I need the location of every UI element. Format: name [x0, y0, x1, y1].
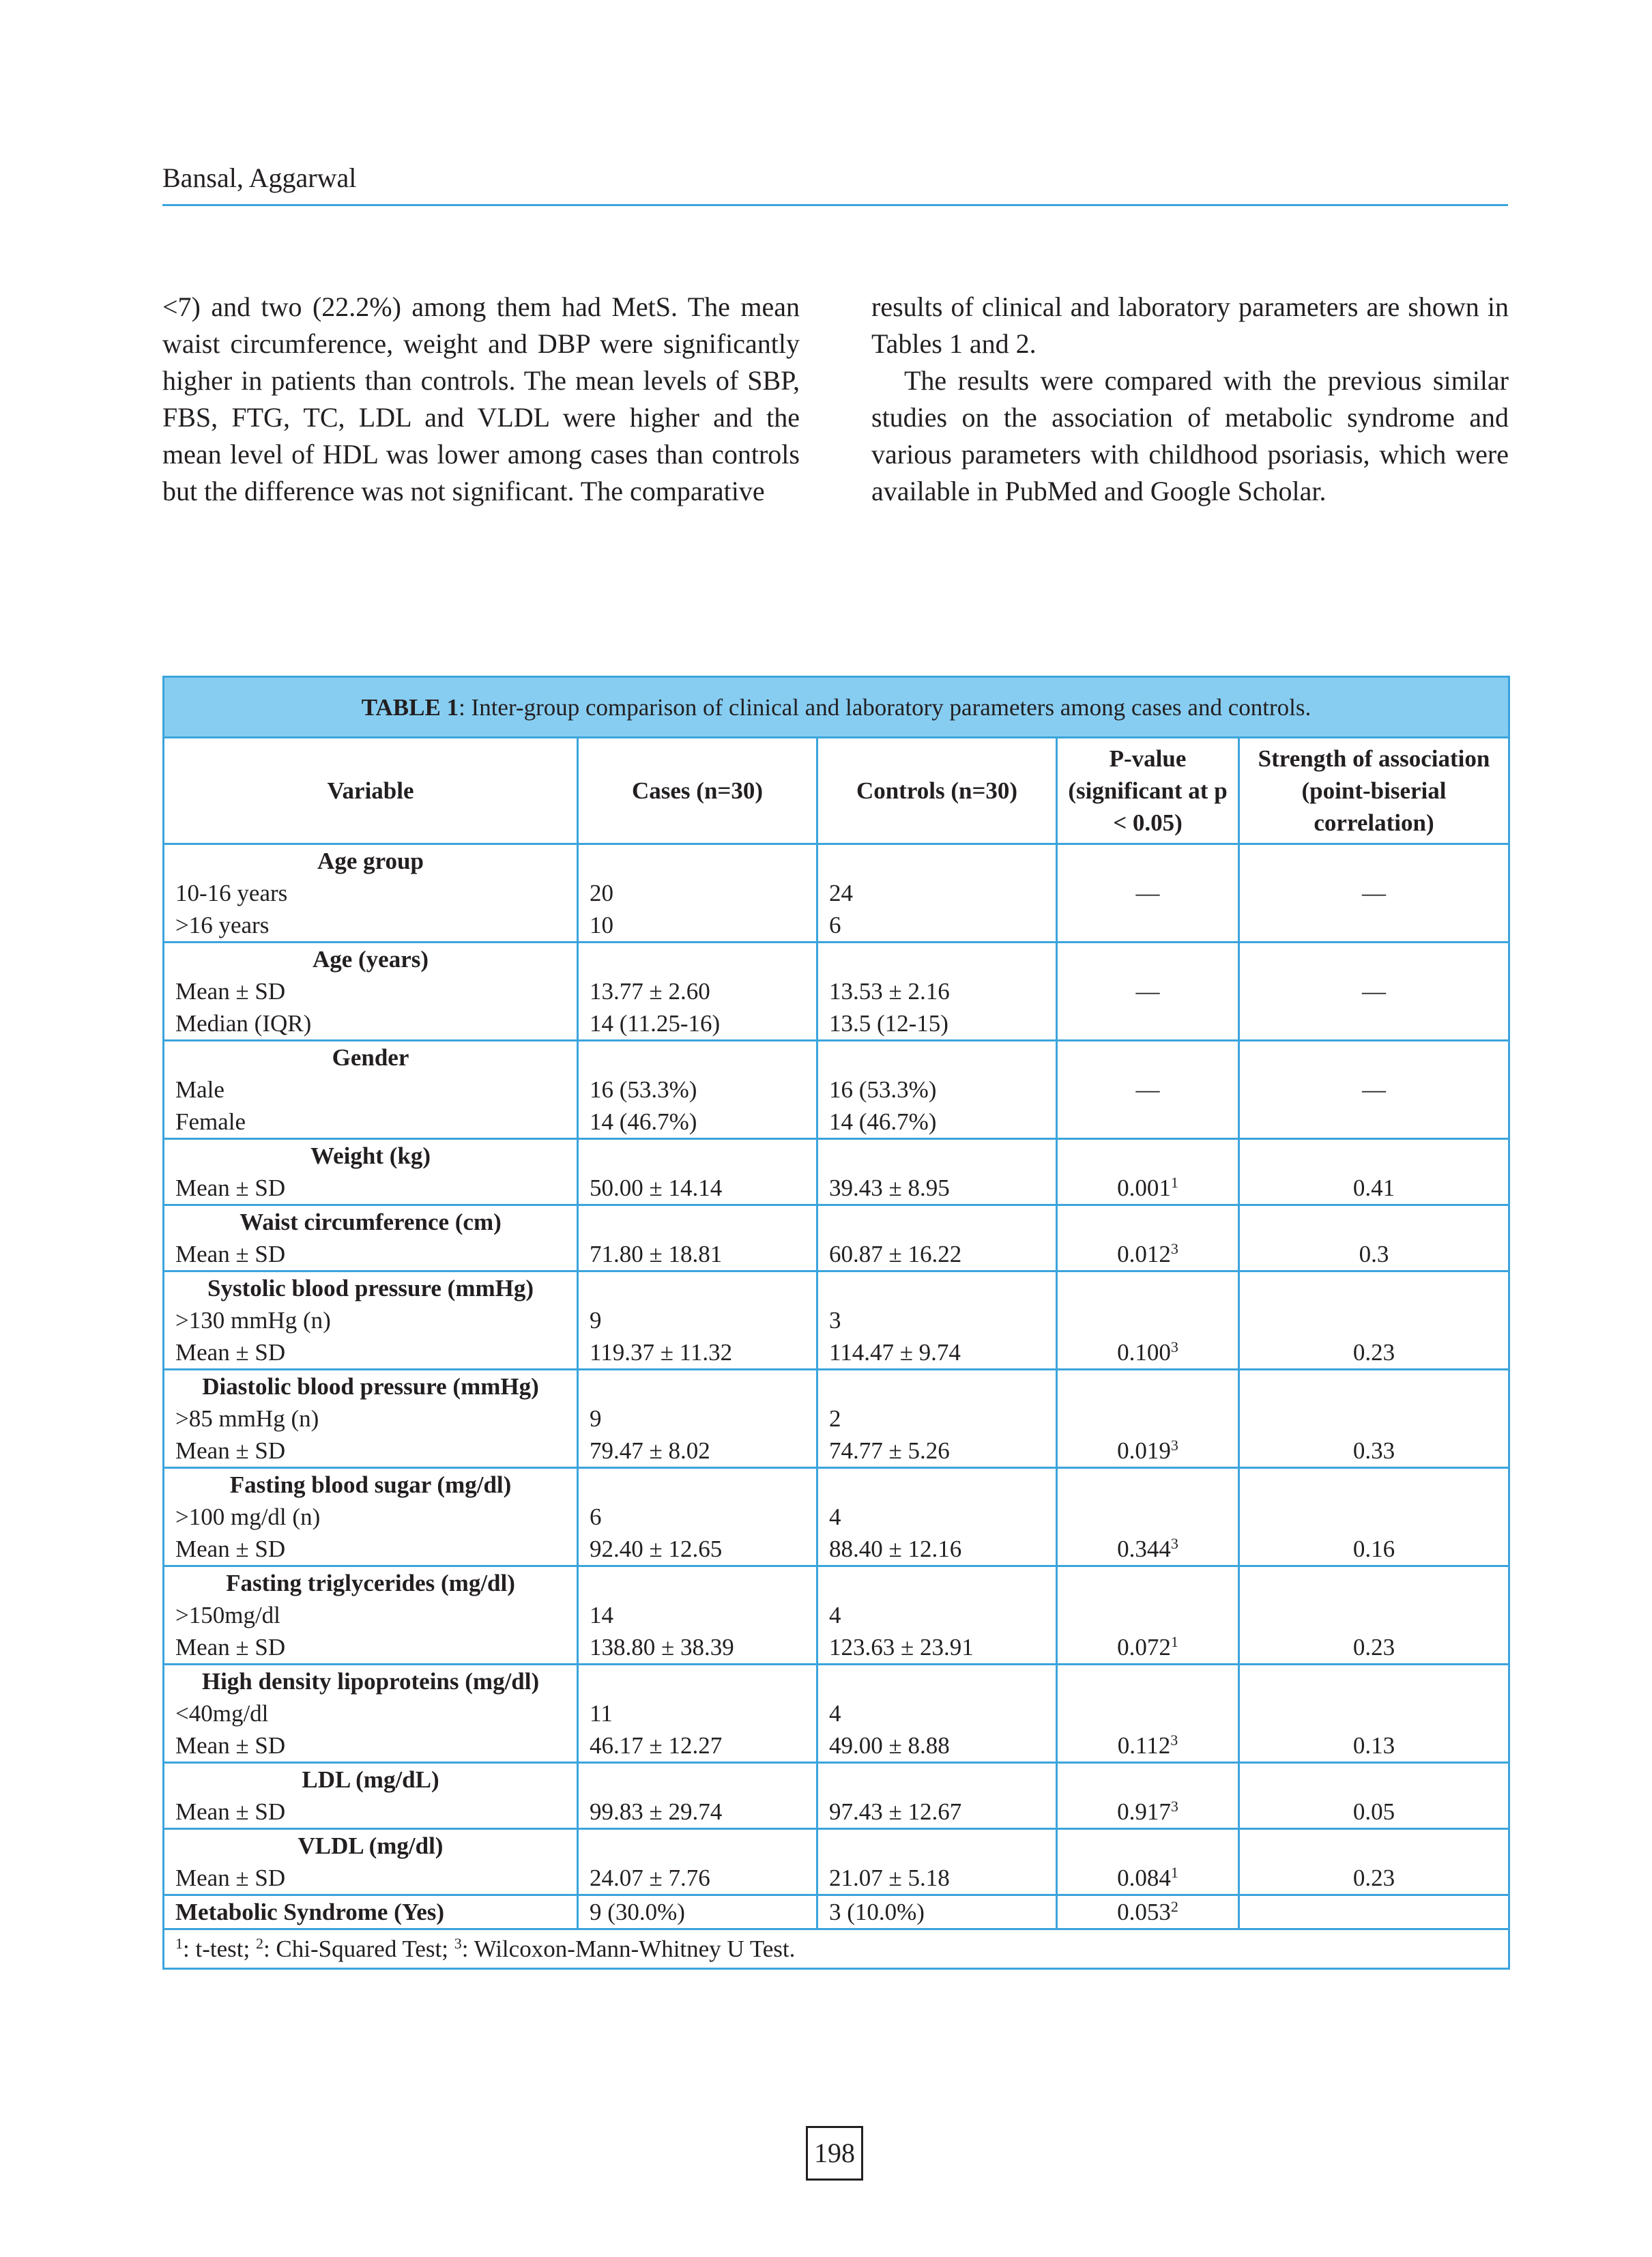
spacer: [1251, 1697, 1497, 1729]
group-title: Diastolic blood pressure (mmHg): [202, 1373, 539, 1400]
cases-cell: [578, 1763, 817, 1829]
cases-value: 92.40 ± 12.65: [590, 1536, 723, 1562]
spacer: [1251, 1599, 1497, 1631]
spacer: [1251, 1272, 1497, 1304]
table-row: [164, 1139, 1509, 1205]
p-value: [1069, 1172, 1227, 1204]
spacer: [1251, 943, 1497, 975]
spacer: [829, 1206, 1045, 1238]
group-title: Gender: [332, 1044, 409, 1071]
p-value-number: 0.344: [1117, 1536, 1171, 1562]
controls-value: 4: [829, 1504, 841, 1530]
variable-cell: [164, 1139, 578, 1205]
p-value-number: 0.001: [1117, 1175, 1171, 1201]
table-row: [164, 1829, 1509, 1895]
spacer: [590, 1041, 805, 1074]
spacer: [1069, 943, 1227, 975]
footnote-part: : Chi-Squared Test;: [263, 1936, 454, 1962]
strength-cell: [1239, 1205, 1509, 1271]
p-value-test-marker: 3: [1170, 1798, 1178, 1815]
cases-cell: [578, 1370, 817, 1468]
controls-cell: [817, 1566, 1057, 1665]
spacer: [1251, 1041, 1497, 1074]
p-value-cell: [1057, 1041, 1239, 1139]
p-value-cell: [1057, 844, 1239, 943]
row-label: >150mg/dl: [175, 1602, 280, 1628]
spacer: [829, 1140, 1045, 1172]
strength-value: 0.3: [1359, 1241, 1389, 1267]
strength-cell: [1239, 844, 1509, 943]
left-column: [162, 289, 800, 510]
group-title: Weight (kg): [310, 1142, 431, 1169]
cases-value: 14 (11.25-16): [590, 1010, 721, 1037]
table-caption: [164, 677, 1509, 738]
footnote-part: 1: [175, 1935, 183, 1952]
cases-value: 11: [590, 1700, 613, 1727]
variable-cell: [164, 943, 578, 1041]
spacer: [590, 1764, 805, 1796]
spacer: [829, 943, 1045, 975]
controls-value: 6: [829, 912, 841, 938]
p-value-cell: [1057, 1566, 1239, 1665]
table-1: [162, 676, 1508, 1970]
spacer: [1251, 1206, 1497, 1238]
spacer: [829, 1272, 1045, 1304]
strength-cell: [1239, 1665, 1509, 1763]
cases-value: 20: [590, 880, 613, 906]
p-value: [1069, 975, 1227, 1007]
cases-cell: [578, 1139, 817, 1205]
p-value: [1069, 1796, 1227, 1828]
table-body: [164, 844, 1509, 1969]
strength-cell: [1239, 1468, 1509, 1566]
row-label: Mean ± SD: [175, 978, 286, 1005]
spacer: [829, 1665, 1045, 1697]
controls-cell: [817, 1271, 1057, 1370]
variable-cell: [164, 1566, 578, 1665]
row-label: Mean ± SD: [175, 1732, 286, 1759]
controls-cell: [817, 1665, 1057, 1763]
ms-p-value: 0.053: [1117, 1899, 1171, 1925]
left-column-paragraph: <7) and two (22.2%) among them had MetS. The mean waist circumference, weight and DBP were significantly higher in patients than controls. The mean levels of SBP, FBS, FTG, TC, LDL and VLDL were higher and the mean level of HDL was lower among cases than controls but the difference was not significant. The comparative: [162, 291, 800, 506]
variable-cell: [164, 1665, 578, 1763]
controls-value: 49.00 ± 8.88: [829, 1732, 950, 1759]
spacer: [1251, 845, 1497, 877]
p-value-test-marker: 3: [1170, 1437, 1178, 1454]
p-value-test-marker: 1: [1170, 1174, 1178, 1191]
controls-value: 14 (46.7%): [829, 1108, 937, 1135]
p-value-cell: [1057, 1370, 1239, 1468]
cases-value: 99.83 ± 29.74: [590, 1798, 723, 1825]
variable-cell: [164, 1468, 578, 1566]
spacer: [1251, 1764, 1497, 1796]
p-value-number: 0.019: [1117, 1437, 1171, 1464]
footnote-part: 3: [454, 1935, 462, 1952]
cases-cell: [578, 1271, 817, 1370]
p-value-cell: [1057, 1139, 1239, 1205]
footnote-part: : t-test;: [183, 1936, 256, 1962]
strength-cell: [1239, 1139, 1509, 1205]
spacer: [590, 1830, 805, 1862]
table-row: [164, 1468, 1509, 1566]
controls-value: 39.43 ± 8.95: [829, 1175, 950, 1201]
spacer: [829, 1830, 1045, 1862]
right-column-paragraph-1: results of clinical and laboratory parameters are shown in Tables 1 and 2.: [871, 291, 1509, 359]
strength-value: 0.13: [1352, 1732, 1395, 1759]
cases-value: 24.07 ± 7.76: [590, 1865, 710, 1891]
controls-cell: [817, 1829, 1057, 1895]
strength-value: 0.41: [1352, 1175, 1395, 1201]
header-controls: Controls (n=30): [817, 738, 1057, 844]
row-label: Mean ± SD: [175, 1865, 286, 1891]
variable-cell: [164, 1370, 578, 1468]
row-label: Mean ± SD: [175, 1339, 286, 1366]
spacer: [1069, 1469, 1227, 1501]
variable-cell: [164, 1763, 578, 1829]
cases-cell: [578, 844, 817, 943]
group-title: Age (years): [312, 946, 429, 973]
ms-label: Metabolic Syndrome (Yes): [164, 1895, 578, 1929]
cases-cell: [578, 1205, 817, 1271]
right-column-paragraph-2: The results were compared with the previous similar studies on the association of metabolic syndrome and various parameters with childhood psoriasis, which were available in PubMed and Google Scholar.: [871, 365, 1509, 506]
cases-value: 71.80 ± 18.81: [590, 1241, 723, 1267]
ms-controls: 3 (10.0%): [817, 1895, 1057, 1929]
row-label: Mean ± SD: [175, 1241, 286, 1267]
header-variable: Variable: [164, 738, 578, 844]
strength-value: 0.33: [1352, 1437, 1395, 1464]
spacer: [590, 1206, 805, 1238]
row-label: >100 mg/dl (n): [175, 1504, 321, 1530]
controls-cell: [817, 1205, 1057, 1271]
p-value-cell: [1057, 943, 1239, 1041]
table-row: [164, 1271, 1509, 1370]
spacer: [1251, 1469, 1497, 1501]
spacer: [829, 1764, 1045, 1796]
row-label: Mean ± SD: [175, 1175, 286, 1201]
row-label: 10-16 years: [175, 880, 288, 906]
variable-cell: [164, 1041, 578, 1139]
row-label: Mean ± SD: [175, 1437, 286, 1464]
table-row: [164, 1665, 1509, 1763]
group-title: Fasting blood sugar (mg/dl): [229, 1471, 512, 1498]
row-label: >16 years: [175, 912, 270, 938]
header-rule: [162, 204, 1508, 206]
p-value: [1069, 1631, 1227, 1663]
strength-value: 0.23: [1352, 1339, 1395, 1366]
spacer: [1069, 1830, 1227, 1862]
p-value: [1069, 1238, 1227, 1270]
controls-value: 2: [829, 1405, 841, 1432]
controls-value: 13.53 ± 2.16: [829, 978, 950, 1005]
p-value-number: —: [1135, 880, 1160, 906]
controls-value: 16 (53.3%): [829, 1076, 937, 1103]
controls-value: 13.5 (12-15): [829, 1010, 948, 1037]
cases-value: 138.80 ± 38.39: [590, 1634, 734, 1661]
header-p-value: P-value (significant at p < 0.05): [1057, 738, 1239, 844]
cases-value: 10: [590, 912, 613, 938]
group-title: Age group: [317, 848, 424, 874]
spacer: [1251, 1403, 1497, 1435]
p-value: [1069, 1074, 1227, 1106]
spacer: [1069, 1304, 1227, 1336]
spacer: [1069, 1697, 1227, 1729]
spacer: [1069, 1041, 1227, 1074]
table-row-metabolic-syndrome: [164, 1895, 1509, 1929]
header-strength: Strength of association (point-biserial correlation): [1239, 738, 1509, 844]
spacer: [829, 1469, 1045, 1501]
controls-value: 123.63 ± 23.91: [829, 1634, 974, 1661]
p-value-test-marker: 3: [1170, 1240, 1178, 1257]
controls-value: 114.47 ± 9.74: [829, 1339, 961, 1366]
spacer: [1069, 1140, 1227, 1172]
spacer: [590, 845, 805, 877]
strength-value: —: [1362, 880, 1386, 906]
spacer: [590, 1567, 805, 1599]
spacer: [829, 1041, 1045, 1074]
p-value-number: 0.100: [1117, 1339, 1171, 1366]
cases-value: 9: [590, 1307, 602, 1334]
group-title: Fasting triglycerides (mg/dl): [226, 1570, 515, 1596]
variable-cell: [164, 844, 578, 943]
p-value-number: —: [1135, 1076, 1160, 1103]
row-label: <40mg/dl: [175, 1700, 269, 1727]
cases-cell: [578, 1665, 817, 1763]
p-value-cell: [1057, 1205, 1239, 1271]
table-caption-label: TABLE 1: [361, 693, 459, 721]
spacer: [590, 1469, 805, 1501]
group-title: High density lipoproteins (mg/dl): [201, 1668, 540, 1695]
group-title: LDL (mg/dL): [302, 1766, 439, 1793]
spacer: [1069, 1403, 1227, 1435]
row-label: Male: [175, 1076, 224, 1103]
cases-value: 14 (46.7%): [590, 1108, 697, 1135]
p-value-cell: [1057, 1468, 1239, 1566]
spacer: [590, 1272, 805, 1304]
spacer: [1069, 1501, 1227, 1533]
strength-cell: [1239, 1370, 1509, 1468]
footnote-part: : Wilcoxon-Mann-Whitney U Test.: [461, 1936, 796, 1962]
spacer: [1251, 1140, 1497, 1172]
ms-p-value-test-marker: 2: [1170, 1898, 1178, 1915]
running-head: Bansal, Aggarwal: [162, 162, 357, 193]
row-label: Mean ± SD: [175, 1634, 286, 1661]
header-cases: Cases (n=30): [578, 738, 817, 844]
controls-cell: [817, 1468, 1057, 1566]
p-value: [1069, 1336, 1227, 1368]
controls-value: 74.77 ± 5.26: [829, 1437, 950, 1464]
p-value-number: 0.112: [1117, 1732, 1171, 1759]
ms-strength: [1239, 1895, 1509, 1929]
p-value-test-marker: 3: [1170, 1535, 1178, 1552]
table-row: [164, 844, 1509, 943]
spacer: [590, 1140, 805, 1172]
table-caption-text: : Inter-group comparison of clinical and laboratory parameters among cases and controls.: [459, 693, 1312, 721]
group-title: VLDL (mg/dl): [298, 1832, 444, 1859]
controls-cell: [817, 1763, 1057, 1829]
controls-cell: [817, 1041, 1057, 1139]
table-footnote: [164, 1929, 1509, 1969]
spacer: [1251, 1567, 1497, 1599]
p-value-test-marker: 1: [1170, 1633, 1178, 1650]
spacer: [1069, 1567, 1227, 1599]
variable-cell: [164, 1271, 578, 1370]
p-value-number: 0.084: [1117, 1865, 1171, 1891]
p-value-test-marker: 3: [1170, 1338, 1178, 1355]
spacer: [829, 845, 1045, 877]
spacer: [1251, 1304, 1497, 1336]
controls-value: 97.43 ± 12.67: [829, 1798, 962, 1825]
spacer: [590, 943, 805, 975]
spacer: [1069, 1665, 1227, 1697]
spacer: [1069, 1764, 1227, 1796]
spacer: [590, 1370, 805, 1403]
spacer: [1069, 1206, 1227, 1238]
controls-value: 24: [829, 880, 853, 906]
row-label: Mean ± SD: [175, 1536, 286, 1562]
p-value-number: 0.917: [1117, 1798, 1171, 1825]
strength-value: —: [1362, 1076, 1386, 1103]
controls-value: 3: [829, 1307, 841, 1334]
row-label: Median (IQR): [175, 1010, 312, 1037]
spacer: [829, 1370, 1045, 1403]
p-value-test-marker: 1: [1170, 1864, 1178, 1881]
p-value: [1069, 877, 1227, 909]
strength-value: 0.23: [1352, 1634, 1395, 1661]
p-value: [1069, 1533, 1227, 1565]
table-row: [164, 943, 1509, 1041]
row-label: >130 mmHg (n): [175, 1307, 331, 1334]
spacer: [1251, 1370, 1497, 1403]
spacer: [829, 1567, 1045, 1599]
p-value-cell: [1057, 1829, 1239, 1895]
table-1-grid: [162, 676, 1510, 1970]
cases-value: 79.47 ± 8.02: [590, 1437, 710, 1464]
strength-value: 0.05: [1352, 1798, 1395, 1825]
table-row: [164, 1566, 1509, 1665]
spacer: [1069, 1272, 1227, 1304]
controls-value: 4: [829, 1602, 841, 1628]
cases-value: 46.17 ± 12.27: [590, 1732, 723, 1759]
p-value: [1069, 1435, 1227, 1467]
row-label: Mean ± SD: [175, 1798, 286, 1825]
p-value: [1069, 1862, 1227, 1894]
p-value-cell: [1057, 1665, 1239, 1763]
p-value-cell: [1057, 1271, 1239, 1370]
variable-cell: [164, 1829, 578, 1895]
variable-cell: [164, 1205, 578, 1271]
spacer: [1069, 845, 1227, 877]
cases-cell: [578, 943, 817, 1041]
strength-cell: [1239, 1829, 1509, 1895]
p-value-number: 0.012: [1117, 1241, 1171, 1267]
row-label: Female: [175, 1108, 246, 1135]
strength-value: 0.16: [1352, 1536, 1395, 1562]
cases-value: 119.37 ± 11.32: [590, 1339, 733, 1366]
controls-value: 88.40 ± 12.16: [829, 1536, 962, 1562]
strength-value: —: [1362, 978, 1386, 1005]
table-footnote-row: [164, 1929, 1509, 1969]
table-row: [164, 1205, 1509, 1271]
footnote-part: 2: [255, 1935, 263, 1952]
table-row: [164, 1041, 1509, 1139]
cases-value: 14: [590, 1602, 613, 1628]
group-title: Systolic blood pressure (mmHg): [207, 1275, 534, 1302]
strength-cell: [1239, 1763, 1509, 1829]
spacer: [1251, 1665, 1497, 1697]
right-column: [871, 289, 1509, 510]
p-value-number: —: [1135, 978, 1160, 1005]
cases-cell: [578, 1829, 817, 1895]
table-row: [164, 1763, 1509, 1829]
strength-value: 0.23: [1352, 1865, 1395, 1891]
ms-cases: 9 (30.0%): [578, 1895, 817, 1929]
cases-value: 50.00 ± 14.14: [590, 1175, 723, 1201]
p-value-cell: [1057, 1763, 1239, 1829]
ms-p-value-cell: [1057, 1895, 1239, 1929]
controls-value: 21.07 ± 5.18: [829, 1865, 950, 1891]
spacer: [1069, 1599, 1227, 1631]
group-title: Waist circumference (cm): [240, 1209, 502, 1235]
controls-cell: [817, 1370, 1057, 1468]
strength-cell: [1239, 1041, 1509, 1139]
p-value-test-marker: 3: [1170, 1731, 1178, 1749]
controls-value: 60.87 ± 16.22: [829, 1241, 962, 1267]
controls-value: 4: [829, 1700, 841, 1727]
controls-cell: [817, 1139, 1057, 1205]
cases-value: 6: [590, 1504, 602, 1530]
cases-cell: [578, 1566, 817, 1665]
spacer: [1069, 1370, 1227, 1403]
page-number: 198: [806, 2126, 863, 2181]
cases-value: 13.77 ± 2.60: [590, 978, 710, 1005]
spacer: [1251, 1830, 1497, 1862]
strength-cell: [1239, 1271, 1509, 1370]
controls-cell: [817, 943, 1057, 1041]
cases-cell: [578, 1468, 817, 1566]
strength-cell: [1239, 943, 1509, 1041]
table-row: [164, 1370, 1509, 1468]
strength-cell: [1239, 1566, 1509, 1665]
spacer: [590, 1665, 805, 1697]
row-label: >85 mmHg (n): [175, 1405, 319, 1432]
p-value: [1069, 1729, 1227, 1762]
cases-value: 9: [590, 1405, 602, 1432]
cases-value: 16 (53.3%): [590, 1076, 697, 1103]
p-value-number: 0.072: [1117, 1634, 1171, 1661]
spacer: [1251, 1501, 1497, 1533]
controls-cell: [817, 844, 1057, 943]
cases-cell: [578, 1041, 817, 1139]
